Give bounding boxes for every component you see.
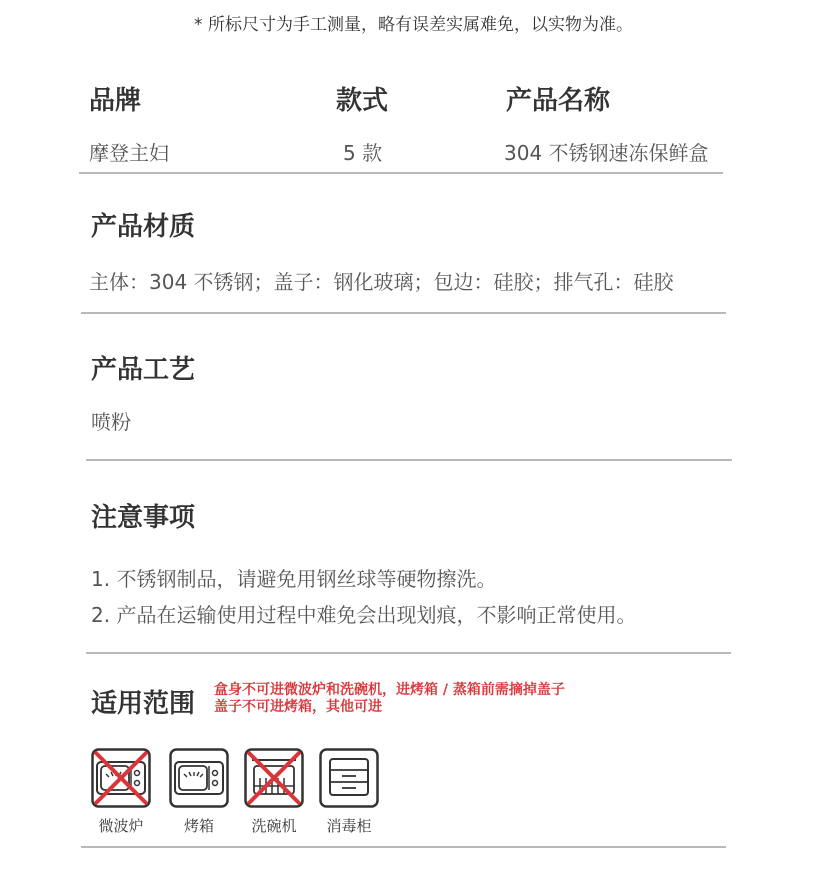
craft-text: 喷粉 — [91, 410, 131, 434]
usage-warning-line2: 盖子不可进烤箱，其他可进 — [214, 699, 382, 715]
material-text: 主体：304 不锈钢；盖子：钢化玻璃；包边：硅胶；排气孔：硅胶 — [89, 270, 674, 294]
divider — [81, 846, 726, 848]
craft-title: 产品工艺 — [91, 355, 196, 385]
icon-label: 烤箱 — [183, 817, 214, 835]
icon-label: 洗碗机 — [251, 817, 297, 835]
divider — [86, 459, 732, 461]
style-value: 5 款 — [343, 141, 383, 165]
usage-warning-line1: 盒身不可进微波炉和洗碗机，进烤箱 / 蒸箱前需摘掉盖子 — [214, 682, 565, 698]
divider — [81, 312, 726, 314]
notes-item: 2. 产品在运输使用过程中难免会出现划痕，不影响正常使用。 — [91, 603, 637, 627]
brand-value: 摩登主妇 — [89, 141, 169, 165]
icon-label: 消毒柜 — [326, 817, 372, 835]
usage-title: 适用范围 — [91, 689, 196, 719]
product-name-label: 产品名称 — [506, 86, 611, 116]
dishwasher-icon — [244, 748, 304, 808]
measurement-note: * 所标尺寸为手工测量，略有误差实属难免，以实物为准。 — [194, 15, 633, 35]
style-label: 款式 — [336, 86, 389, 116]
icon-label: 微波炉 — [98, 817, 144, 835]
notes-title: 注意事项 — [91, 503, 196, 533]
oven-icon — [169, 748, 229, 808]
material-title: 产品材质 — [91, 212, 196, 242]
disinfection-cabinet-icon — [319, 748, 379, 808]
divider — [86, 652, 731, 654]
brand-label: 品牌 — [89, 86, 142, 116]
microwave-icon — [91, 748, 151, 808]
product-name-value: 304 不锈钢速冻保鲜盒 — [504, 141, 709, 165]
notes-item: 1. 不锈钢制品，请避免用钢丝球等硬物擦洗。 — [91, 567, 497, 591]
divider — [79, 172, 723, 174]
